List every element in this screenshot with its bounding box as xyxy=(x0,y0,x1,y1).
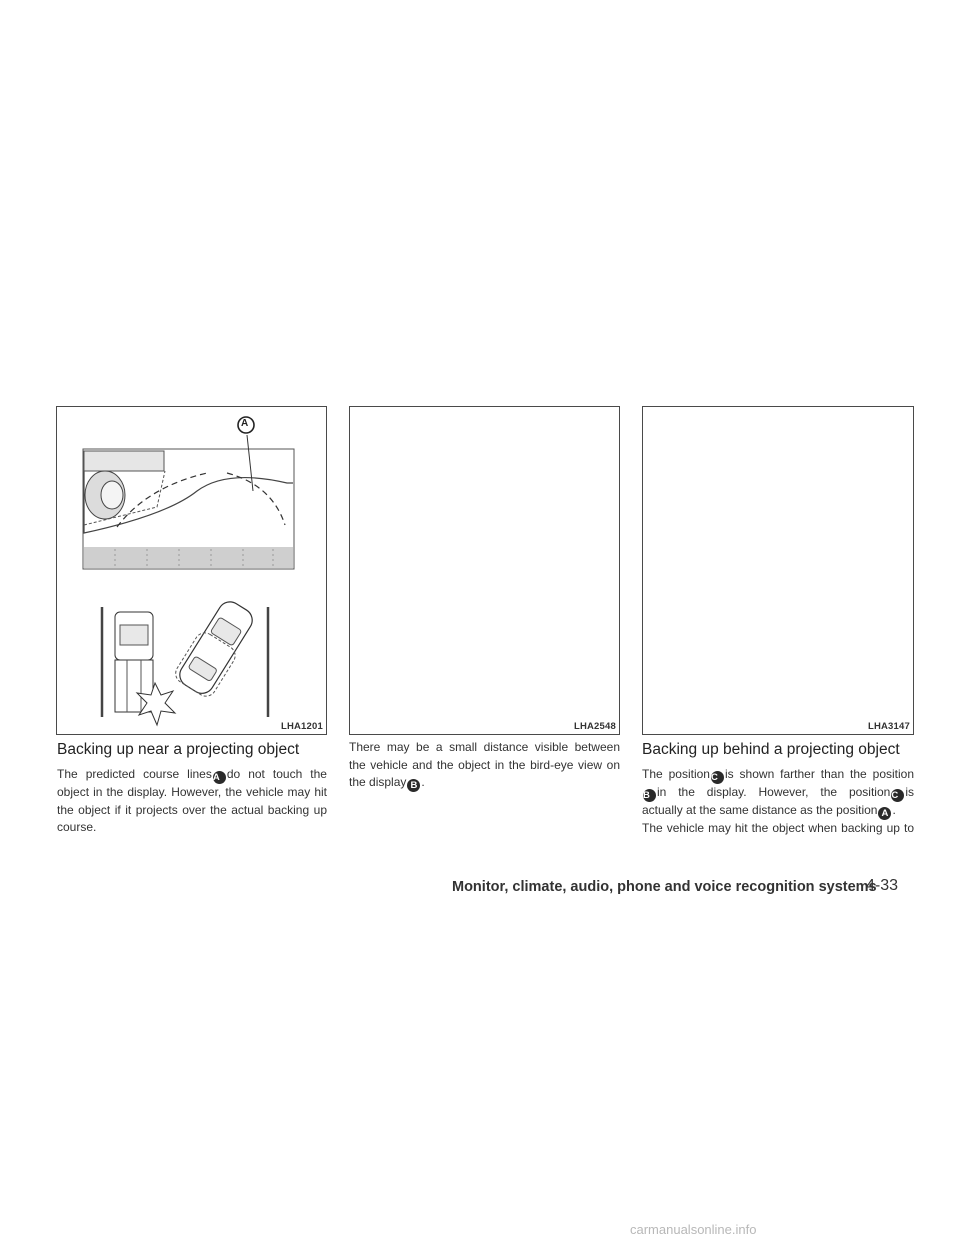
marker-c-icon: C xyxy=(891,789,904,802)
text-line: The positionC is shown farther than the position xyxy=(642,767,915,783)
text-line: actually at the same distance as the position A . xyxy=(642,803,896,819)
text-line: the display B . xyxy=(349,775,425,791)
paragraph-middle xyxy=(349,739,620,792)
figure-lha2548 xyxy=(349,406,620,735)
text-line: The vehicle may hit the object when backing up to xyxy=(642,821,914,835)
page-number: 4-33 xyxy=(866,877,899,894)
figure-lha3147 xyxy=(642,406,914,735)
paragraph-near xyxy=(57,766,327,837)
marker-b-icon: B xyxy=(643,789,656,802)
paragraph-behind xyxy=(642,766,914,838)
backing-illustration xyxy=(57,407,326,734)
marker-b-icon: B xyxy=(407,779,420,792)
text-line: object in the display. However, the vehicle may hit xyxy=(57,785,327,799)
watermark: carmanualsonline.info xyxy=(630,1222,757,1237)
figure-lha1201 xyxy=(56,406,327,735)
footer-chapter-title: Monitor, climate, audio, phone and voice recognition systems xyxy=(452,879,877,895)
figure-code: LHA1201 xyxy=(280,721,323,732)
text-line: There may be a small distance visible between xyxy=(349,740,620,754)
text-line: B in the display. However, the positionC is xyxy=(643,785,914,801)
text-line: The predicted course linesA do not touch the xyxy=(57,767,327,783)
callout-a-label: A xyxy=(241,418,249,429)
text-line: the vehicle and the object in the bird-eye view on xyxy=(349,757,620,772)
marker-a-icon: A xyxy=(213,771,226,784)
figure-code: LHA2548 xyxy=(573,721,616,732)
marker-a-icon: A xyxy=(878,807,891,820)
text-line: course. xyxy=(57,820,97,834)
section-title-near: Backing up near a projecting object xyxy=(57,741,300,758)
section-title-behind: Backing up behind a projecting object xyxy=(642,741,900,758)
marker-c-icon: C xyxy=(711,771,724,784)
figure-code: LHA3147 xyxy=(867,721,910,732)
text-line: the object if it projects over the actual backing up xyxy=(57,802,327,817)
